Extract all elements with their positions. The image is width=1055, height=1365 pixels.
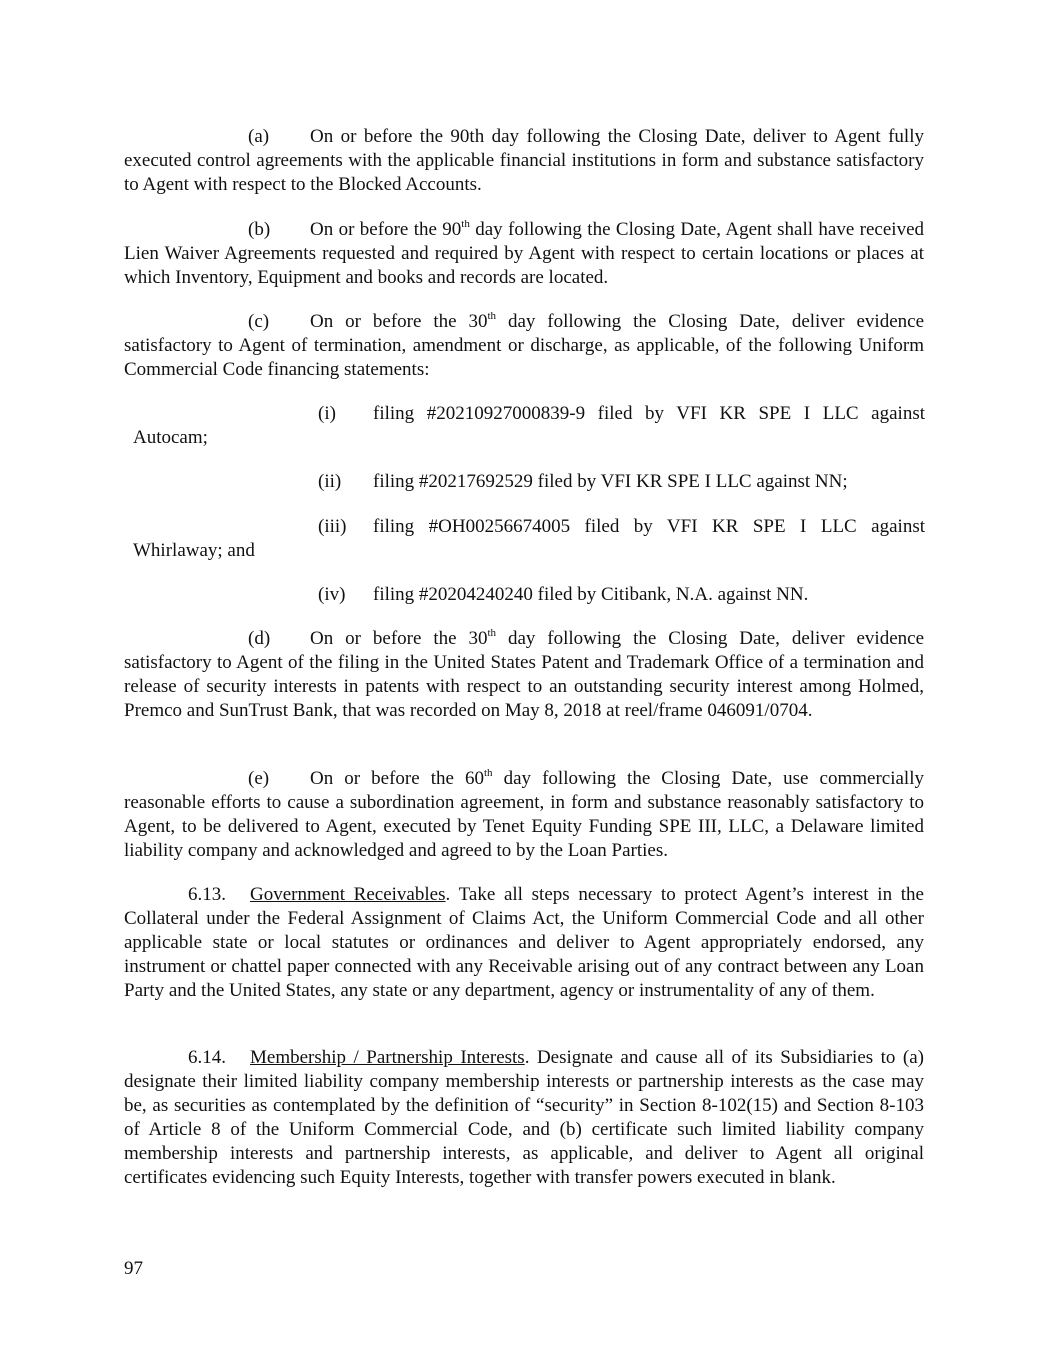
section-heading: Government Receivables — [250, 884, 446, 905]
paragraph-c: (c) On or before the 30th day following the Closing Date, deliver evidence satisfactory to Agent of termination, amendment or discharge, as applicable, of the following Uniform Commercial Code financing statements: — [124, 309, 924, 380]
paragraph-c-label: (c) — [248, 311, 270, 332]
section-heading: Membership / Partnership Interests — [250, 1047, 525, 1068]
paragraph-d: (d) On or before the 30th day following the Closing Date, deliver evidence satisfactory to Agent of the filing in the United States Patent and Trademark Office of a termination and release of security interests in patents with respect to an outstanding security interest among Holmed, Premco and SunTrust Bank, that was recorded on May 8, 2018 at reel/frame 046091/0704. — [124, 626, 924, 721]
paragraph-a — [124, 125, 924, 197]
filing-item-iv: (iv) filing #20204240240 filed by Citibank, N.A. against NN. — [318, 584, 809, 605]
section-6-14: 6.14. Membership / Partnership Interests. Designate and cause all of its Subsidiaries to (a) designate their limited liability company membership interests or partnership interests as the case may be, as securities as contemplated by the definition of “security” in Section 8-102(15) and Section 8-103 of Article 8 of the Uniform Commercial Code, and (b) certificate such limited liability company membership interests and partnership interests, as applicable, and deliver to Agent all original certificates evidencing such Equity Interests, together with transfer powers executed in blank. — [124, 1047, 924, 1188]
page-number: 97 — [124, 1258, 143, 1279]
section-number: 6.13. — [188, 884, 226, 905]
section-number: 6.14. — [188, 1047, 226, 1068]
filing-item-i-continuation: Autocam; — [133, 427, 208, 448]
filing-item-iii-continuation: Whirlaway; and — [133, 540, 255, 561]
paragraph-a-label: (a) — [248, 126, 270, 147]
filing-item-iii: (iii) filing #OH00256674005 filed by VFI KR SPE I LLC against — [318, 516, 925, 537]
paragraph-b-label: (b) — [248, 219, 271, 240]
paragraph-d-label: (d) — [248, 628, 271, 649]
filing-item-ii: (ii) filing #20217692529 filed by VFI KR SPE I LLC against NN; — [318, 471, 848, 492]
section-6-13: 6.13. Government Receivables. Take all steps necessary to protect Agent’s interest in the Collateral under the Federal Assignment of Claims Act, the Uniform Commercial Code and all other applicable state or local statutes or ordinances and deliver to Agent appropriately endorsed, any instrument or chattel paper connected with any Receivable arising out of any contract between any Loan Party and the United States, any state or any department, agency or instrumentality of any of them. — [124, 884, 924, 1001]
paragraph-a-text: On or before the 90th day following the Closing Date, deliver to Agent fully executed control agreements with the applicable financial institutions in form and substance satisfactory to Agent with respect to the Blocked Accounts. — [124, 126, 924, 195]
paragraph-e: (e) On or before the 60th day following the Closing Date, use commercially reasonable efforts to cause a subordination agreement, in form and substance reasonably satisfactory to Agent, to be delivered to Agent, executed by Tenet Equity Funding SPE III, LLC, a Delaware limited liability company and acknowledged and agreed to by the Loan Parties. — [124, 766, 924, 861]
paragraph-e-label: (e) — [248, 768, 270, 789]
paragraph-b: (b) On or before the 90th day following the Closing Date, Agent shall have received Lien Waiver Agreements requested and required by Agent with respect to certain locations or places at which Inventory, Equipment and books and records are located. — [124, 217, 925, 288]
filing-item-i: (i) filing #20210927000839-9 filed by VFI KR SPE I LLC against — [318, 403, 925, 424]
